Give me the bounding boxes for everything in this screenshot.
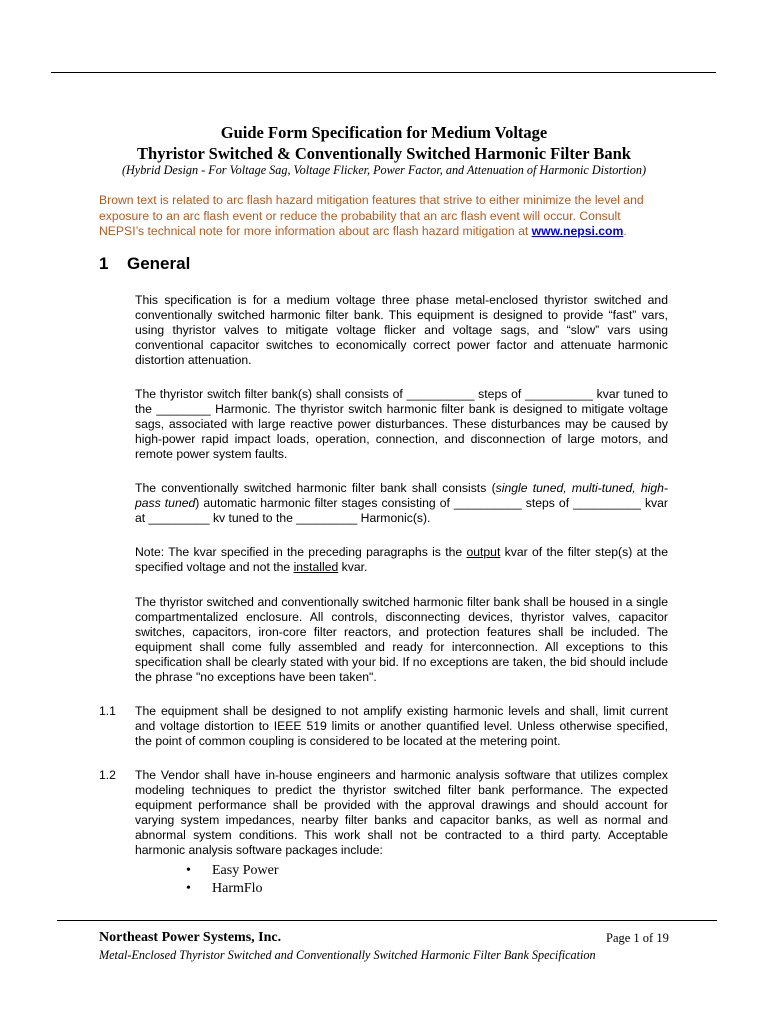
paragraph-text: Note: The kvar specified in the preceding paragraphs is the	[135, 545, 467, 559]
software-list	[186, 862, 279, 898]
bullet-icon: •	[186, 863, 191, 878]
paragraph-conventional-bank	[135, 481, 668, 526]
header-rule	[51, 72, 716, 73]
bullet-icon: •	[186, 881, 191, 896]
clause-text: The Vendor shall have in-house engineers and harmonic analysis software that utilizes complex modeling techniques to predict the thyristor switched filter bank performance. The expected equipment performance shall be provided with the approval drawings and should account for varying system impedances, nearby filter banks and capacitor banks, as well as normal and abnormal system conditions. This work shall not be contracted to a third party. Acceptable harmonic analysis software packages include:	[135, 768, 668, 857]
document-subtitle: (Hybrid Design - For Voltage Sag, Voltage Flicker, Power Factor, and Attenuation of Harmonic Distortion)	[121, 163, 647, 177]
paragraph-text: ) automatic harmonic filter stages consisting of __________ steps of __________ kvar at _________ kv tuned to the _________ Harmonic(s).	[135, 496, 668, 525]
clause-number: 1.2	[99, 768, 116, 782]
underlined-term: installed	[293, 560, 339, 574]
arc-flash-note-text: Brown text is related to arc flash hazard mitigation features that strive to either minimize the level and exposure to an arc flash event or reduce the probability that an arc flash event will occur. Consult NEPSI’s technical note for more information about arc flash hazard mitigation at	[99, 193, 644, 238]
document-title-line1: Guide Form Specification for Medium Voltage	[220, 123, 548, 142]
footer-description: Metal-Enclosed Thyristor Switched and Conventionally Switched Harmonic Filter Bank Specification	[99, 948, 596, 962]
paragraph-scope: This specification is for a medium voltage three phase metal-enclosed thyristor switched and conventionally switched harmonic filter bank. This equipment is designed to provide “fast” vars, using thyristor valves to mitigate voltage flicker and voltage sags, and “slow” vars using conventional capacitor switches to economically correct power factor and attenuate harmonic distortion attenuation.	[135, 293, 668, 367]
section-title: General	[127, 254, 191, 273]
paragraph-note	[135, 545, 668, 575]
list-item	[186, 862, 279, 880]
nepsi-link[interactable]: www.nepsi.com	[531, 224, 624, 238]
footer-company: Northeast Power Systems, Inc.	[99, 930, 282, 945]
list-item-label: Easy Power	[212, 863, 279, 878]
paragraph-enclosure: The thyristor switched and conventionally switched harmonic filter bank shall be housed in a single compartmentalized enclosure. All controls, disconnecting devices, thyristor valves, capacitor switches, capacitors, iron-core filter reactors, and protection features shall be included. The equipment shall come fully assembled and ready for interconnection. All exceptions to this specification shall be clearly stated with your bid. If no exceptions are taken, the bid should include the phrase "no exceptions have been taken".	[135, 595, 668, 684]
section-heading	[99, 254, 190, 274]
list-item	[186, 880, 279, 898]
paragraph-text: The conventionally switched harmonic filter bank shall consists (	[135, 481, 496, 495]
clause-text: The equipment shall be designed to not amplify existing harmonic levels and shall, limit current and voltage distortion to IEEE 519 limits or another quantified level. Unless otherwise specified, the point of common coupling is considered to be located at the metering point.	[135, 704, 668, 748]
section-number: 1	[99, 254, 109, 273]
arc-flash-note-end: .	[623, 224, 627, 238]
filter-type-options: single tuned, multi-tuned, high-pass tuned	[135, 481, 668, 510]
underlined-term: output	[466, 545, 501, 559]
clause-number: 1.1	[99, 704, 116, 718]
paragraph-text: kvar of the filter step(s) at the specified voltage and not the	[135, 545, 668, 574]
document-title-line2: Thyristor Switched & Conventionally Switched Harmonic Filter Bank	[137, 144, 631, 163]
list-item-label: HarmFlo	[212, 881, 263, 896]
arc-flash-note	[99, 193, 669, 240]
page-number: Page 1 of 19	[606, 931, 669, 945]
paragraph-text: kvar.	[338, 560, 368, 574]
paragraph-thyristor-bank: The thyristor switch filter bank(s) shall consists of __________ steps of __________ kvar tuned to the ________ Harmonic. The thyristor switch harmonic filter bank is designed to mitigate voltage sags, associated with large reactive power disturbances. These disturbances may be caused by high-power rapid impact loads, operation, connection, and disconnection of large motors, and remote power system faults.	[135, 387, 668, 461]
footer-rule	[57, 920, 717, 921]
